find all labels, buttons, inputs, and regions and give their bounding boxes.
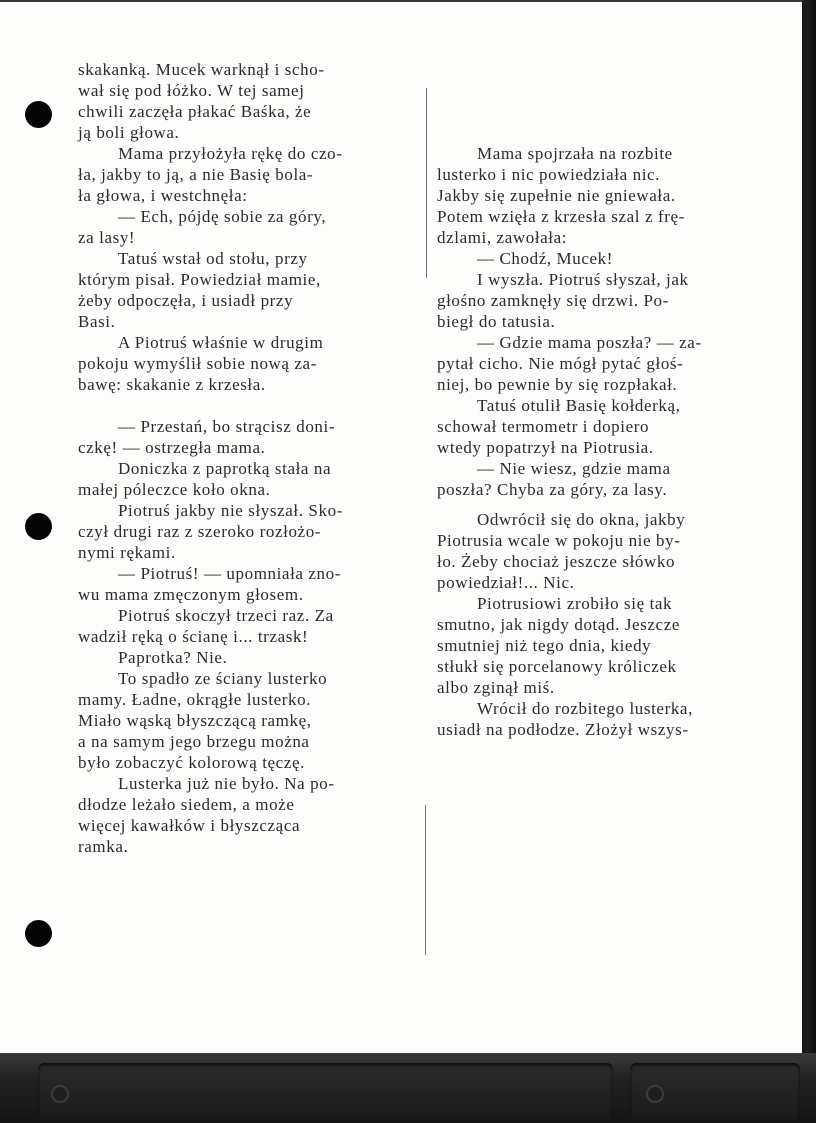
text-line: którym pisał. Powiedział mamie,: [78, 270, 321, 289]
text-line: mamy. Ładne, okrągłe lusterko.: [78, 690, 312, 709]
text-line: Potem wzięła z krzesła szal z frę-: [437, 207, 685, 226]
text-line: — Gdzie mama poszła? — za-: [477, 333, 702, 352]
text-line: smutniej niż tego dnia, kiedy: [437, 636, 652, 655]
text-line: Odwrócił się do okna, jakby: [477, 510, 686, 529]
text-line: wał się pod łóżko. W tej samej: [78, 81, 305, 100]
punch-hole-middle: [25, 513, 52, 540]
text-line: — Ech, pójdę sobie za góry,: [118, 207, 327, 226]
text-line: żeby odpoczęła, i usiadł przy: [78, 291, 294, 310]
punch-hole-bottom: [25, 920, 52, 947]
column-rule-upper: [426, 88, 427, 278]
text-line: pytał cicho. Nie mógł pytać głoś-: [437, 354, 684, 373]
text-line: nymi rękami.: [78, 543, 176, 562]
text-line: schował termometr i dopiero: [437, 417, 650, 436]
text-line: wu mama zmęczonym głosem.: [78, 585, 304, 604]
scanner-slot-left: [38, 1063, 613, 1121]
text-line: — Przestań, bo strącisz doni-: [118, 417, 336, 436]
text-line: Piotruś skoczył trzeci raz. Za: [118, 606, 334, 625]
text-line: ją boli głowa.: [78, 123, 180, 142]
text-line: skakanką. Mucek warknął i scho-: [78, 60, 325, 79]
text-line: usiadł na podłodze. Złożył wszys-: [437, 720, 689, 739]
text-line: I wyszła. Piotruś słyszał, jak: [477, 270, 689, 289]
text-line: małej póleczce koło okna.: [78, 480, 271, 499]
text-line: wadził ręką o ścianę i... trzask!: [78, 627, 309, 646]
column-rule-lower: [425, 805, 426, 955]
text-line: Tatuś wstał od stołu, przy: [118, 249, 308, 268]
text-line: a na samym jego brzegu można: [78, 732, 310, 751]
text-line: — Chodź, Mucek!: [477, 249, 614, 268]
text-line: Jakby się zupełnie nie gniewała.: [437, 186, 676, 205]
text-line: — Piotruś! — upomniała zno-: [118, 564, 342, 583]
screw-icon: [51, 1085, 69, 1103]
text-line: Mama przyłożyła rękę do czo-: [118, 144, 343, 163]
text-line: To spadło ze ściany lusterko: [118, 669, 328, 688]
text-line: głośno zamknęły się drzwi. Po-: [437, 291, 669, 310]
text-column-left: [78, 59, 413, 857]
text-line: powiedział!... Nic.: [437, 573, 575, 592]
text-line: ła głowa, i westchnęła:: [78, 186, 248, 205]
text-line: dzlami, zawołała:: [437, 228, 568, 247]
text-line: Wrócił do rozbitego lusterka,: [477, 699, 693, 718]
text-line: niej, bo pewnie by się rozpłakał.: [437, 375, 678, 394]
text-line: smutno, jak nigdy dotąd. Jeszcze: [437, 615, 680, 634]
section-gap: [437, 500, 777, 509]
text-line: ła, jakby to ją, a nie Basię bola-: [78, 165, 314, 184]
text-line: Doniczka z paprotką stała na: [118, 459, 332, 478]
text-line: Piotrusia wcale w pokoju nie by-: [437, 531, 681, 550]
text-line: Lusterka już nie było. Na po-: [118, 774, 335, 793]
scanner-edge: [800, 0, 816, 1123]
text-line: biegł do tatusia.: [437, 312, 556, 331]
text-line: wtedy popatrzył na Piotrusia.: [437, 438, 654, 457]
text-line: czył drugi raz z szeroko rozłożo-: [78, 522, 322, 541]
text-line: poszła? Chyba za góry, za lasy.: [437, 480, 668, 499]
text-line: lusterko i nic powiedziała nic.: [437, 165, 661, 184]
text-line: czkę! — ostrzegła mama.: [78, 438, 266, 457]
text-line: dłodze leżało siedem, a może: [78, 795, 295, 814]
text-line: A Piotruś właśnie w drugim: [118, 333, 324, 352]
text-line: było zobaczyć kolorową tęczę.: [78, 753, 305, 772]
text-line: pokoju wymyślił sobie nową za-: [78, 354, 317, 373]
text-line: Basi.: [78, 312, 116, 331]
text-line: stłukł się porcelanowy króliczek: [437, 657, 677, 676]
text-line: chwili zaczęła płakać Baśka, że: [78, 102, 312, 121]
section-gap: [78, 395, 413, 416]
text-line: Paprotka? Nie.: [118, 648, 228, 667]
text-line: Piotruś jakby nie słyszał. Sko-: [118, 501, 343, 520]
screw-icon: [646, 1085, 664, 1103]
text-line: ło. Żeby chociaż jeszcze słówko: [437, 552, 676, 571]
text-line: Mama spojrzała na rozbite: [477, 144, 673, 163]
punch-hole-top: [25, 101, 52, 128]
text-line: za lasy!: [78, 228, 136, 247]
text-line: ramka.: [78, 837, 129, 856]
text-line: więcej kawałków i błyszcząca: [78, 816, 301, 835]
text-line: Tatuś otulił Basię kołderką,: [477, 396, 681, 415]
text-line: Miało wąską błyszczącą ramkę,: [78, 711, 312, 730]
text-line: albo zginął miś.: [437, 678, 555, 697]
page-top-edge: [0, 0, 802, 2]
text-line: — Nie wiesz, gdzie mama: [477, 459, 671, 478]
text-line: bawę: skakanie z krzesła.: [78, 375, 266, 394]
text-column-right: [437, 143, 777, 740]
text-line: Piotrusiowi zrobiło się tak: [477, 594, 673, 613]
